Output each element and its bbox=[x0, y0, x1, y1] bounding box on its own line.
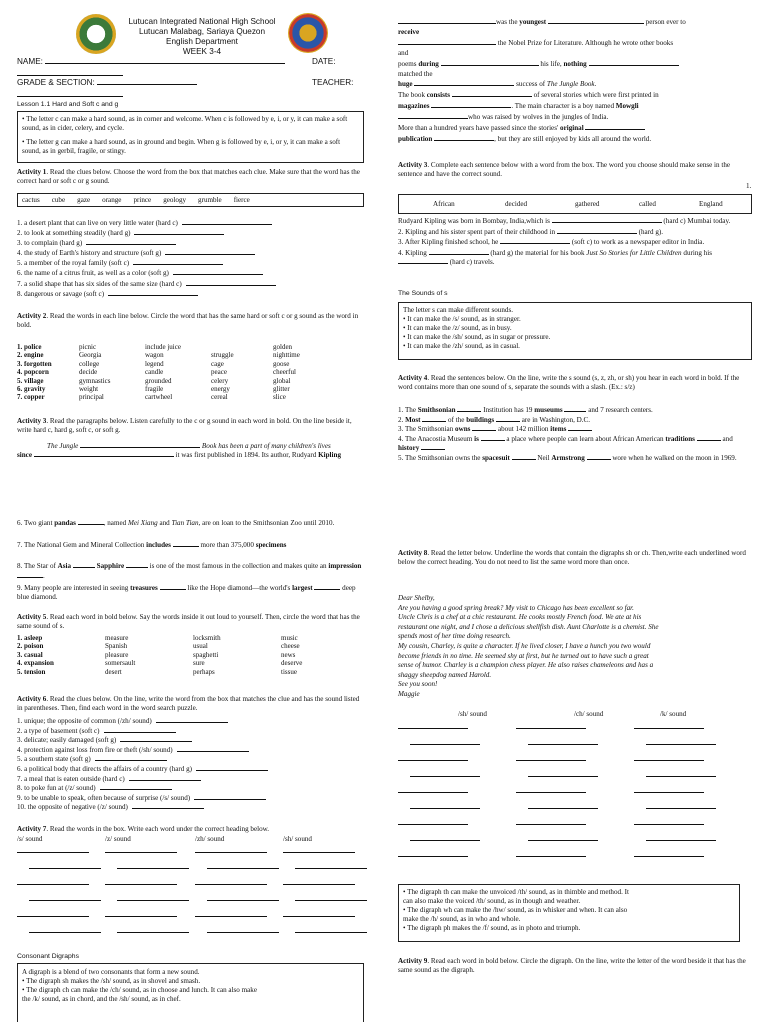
activity-1-item bbox=[17, 238, 365, 248]
activity-1-item bbox=[17, 228, 365, 238]
answer-line[interactable] bbox=[295, 932, 367, 933]
name-field[interactable]: NAME: bbox=[17, 57, 285, 66]
answer-line[interactable] bbox=[283, 884, 355, 885]
word-option[interactable]: news bbox=[281, 650, 296, 659]
answer-line[interactable] bbox=[186, 279, 276, 286]
answer-line[interactable] bbox=[117, 900, 189, 901]
activity-7-answer-lines[interactable] bbox=[17, 852, 367, 952]
word-option[interactable]: include juice bbox=[145, 343, 181, 351]
word-option: cube bbox=[51, 196, 66, 204]
answer-line[interactable] bbox=[398, 760, 468, 761]
answer-line[interactable] bbox=[646, 744, 716, 745]
sounds-of-s-title: The Sounds of s bbox=[398, 290, 448, 297]
school-name: Lutucan Integrated National High School bbox=[128, 17, 276, 26]
answer-line[interactable] bbox=[117, 932, 189, 933]
answer-line[interactable] bbox=[195, 916, 267, 917]
answer-line[interactable] bbox=[634, 760, 704, 761]
word-option[interactable]: weight bbox=[79, 385, 99, 394]
answer-line[interactable] bbox=[516, 856, 586, 857]
answer-line[interactable] bbox=[634, 824, 704, 825]
activity-6-instructions: Activity 6. Read the clues below. On the line, write the word from the box that matches the clue and has the sound listed in parentheses. Then, find each word in the word search puzzle. bbox=[17, 695, 360, 712]
activity-6-clue: 10. the opposite of negative (/z/ sound) bbox=[17, 803, 128, 812]
department-seal-right-icon bbox=[288, 13, 328, 53]
activity-1-clue: 3. to complain (hard g) bbox=[17, 239, 83, 248]
activity-6-item bbox=[17, 745, 365, 755]
activity-1-item bbox=[17, 218, 365, 228]
letter-line: Dear Shelby, bbox=[398, 594, 435, 602]
letter-line: See you soon! bbox=[398, 680, 438, 689]
word-option[interactable]: measure bbox=[105, 634, 129, 642]
answer-line[interactable] bbox=[100, 783, 172, 790]
week-label: WEEK 3-4 bbox=[182, 47, 222, 56]
answer-line[interactable] bbox=[516, 760, 586, 761]
answer-line[interactable] bbox=[17, 884, 89, 885]
answer-line[interactable] bbox=[410, 744, 480, 745]
consonant-digraphs-title: Consonant Digraphs bbox=[17, 953, 79, 960]
answer-line[interactable] bbox=[528, 808, 598, 809]
answer-line[interactable] bbox=[283, 852, 355, 853]
word-option[interactable]: celery bbox=[211, 376, 229, 385]
answer-line[interactable] bbox=[29, 868, 101, 869]
word-option: fierce bbox=[233, 196, 250, 204]
activity-6-clue: 4. protection against loss from fire or theft (/sh/ sound) bbox=[17, 745, 173, 754]
activity-1-clue: 6. the name of a citrus fruit, as well as a color (soft g) bbox=[17, 269, 169, 278]
word-option[interactable]: decide bbox=[79, 368, 98, 377]
department-name: English Department bbox=[166, 37, 238, 46]
word-option[interactable]: sure bbox=[193, 659, 205, 668]
answer-line[interactable] bbox=[528, 744, 598, 745]
letter-line: shaggy sheepdog named Harold. bbox=[398, 670, 492, 679]
activity-6-item bbox=[17, 764, 365, 774]
activity-4-item-6: 6. Two giant pandas , named Mei Xiang and Tian Tian, are on loan to the Smithsonian Zoo until 2010. bbox=[17, 519, 335, 527]
answer-line[interactable] bbox=[132, 802, 204, 809]
bold-word: 3. casual bbox=[17, 650, 43, 659]
column-heading: /zh/ sound bbox=[195, 835, 225, 843]
school-address: Lutucan Malabag, Sariaya Quezon bbox=[138, 27, 266, 36]
bold-word: 2. poison bbox=[17, 642, 44, 651]
activity-4-item-8: 8. The Star of Asia Sapphire is one of the most famous in the collection and makes quite an impression . bbox=[17, 562, 362, 580]
word-option[interactable]: perhaps bbox=[193, 667, 215, 676]
teacher-field[interactable]: TEACHER: bbox=[312, 78, 354, 87]
word-option[interactable]: nighttime bbox=[273, 351, 300, 360]
word-option[interactable]: cartwheel bbox=[145, 393, 173, 402]
activity-9-instructions: Activity 9. Read each word in bold below. Circle the digraph. On the line, write the letter of the word beside it that has the same sound as the digraph. bbox=[398, 957, 746, 974]
activity-3-paragraph-line2: since it was first published in 1894. Its author, Rudyard Kipling bbox=[17, 451, 341, 459]
word-option[interactable]: locksmith bbox=[193, 634, 221, 642]
word-option[interactable]: peace bbox=[211, 368, 227, 377]
activity-1-clue: 7. a solid shape that has six sides of the same size (hard c) bbox=[17, 279, 182, 288]
answer-line[interactable] bbox=[156, 716, 228, 723]
answer-line[interactable] bbox=[95, 754, 167, 761]
activity-6-item bbox=[17, 716, 365, 726]
activity-1-item bbox=[17, 268, 365, 278]
answer-line[interactable] bbox=[295, 868, 367, 869]
letter-line: Uncle Chris is a chef at a chic restaurant. He cooks mostly French food. We ate at his bbox=[398, 613, 642, 622]
word-option[interactable]: golden bbox=[273, 343, 293, 351]
answer-line[interactable] bbox=[516, 728, 586, 729]
answer-line[interactable] bbox=[207, 868, 279, 869]
answer-line[interactable] bbox=[398, 856, 468, 857]
activity-6-clue: 8. to poke fun at (/z/ sound) bbox=[17, 784, 96, 793]
rule-c: • The letter c can make a hard sound, as in corner and welcome. When c is followed by e, i, or y, it can make a soft sound, as in cider, celery, and cycle. bbox=[22, 115, 348, 132]
activity-7-headings bbox=[17, 835, 365, 847]
answer-line[interactable] bbox=[398, 824, 468, 825]
bold-word: 5. tension bbox=[17, 667, 46, 676]
date-field[interactable]: DATE: bbox=[312, 57, 336, 66]
word-option[interactable]: legend bbox=[145, 359, 164, 368]
word-option: gathered bbox=[575, 200, 600, 208]
answer-line[interactable] bbox=[196, 764, 268, 771]
activity-6-item bbox=[17, 793, 365, 803]
answer-line[interactable] bbox=[646, 840, 716, 841]
word-option[interactable]: gymnastics bbox=[79, 376, 111, 385]
answer-line[interactable] bbox=[207, 900, 279, 901]
answer-line[interactable] bbox=[165, 248, 255, 255]
column-heading: /k/ sound bbox=[660, 710, 687, 718]
bold-word: 1. asleep bbox=[17, 634, 43, 642]
activity-6-clue: 9. to be unable to speak, often because of surprise (/s/ sound) bbox=[17, 793, 191, 802]
activity-1-clue: 1. a desert plant that can live on very little water (hard c) bbox=[17, 219, 178, 227]
activity-6-item bbox=[17, 726, 365, 736]
word-option[interactable]: goose bbox=[273, 359, 290, 368]
answer-line[interactable] bbox=[195, 884, 267, 885]
activity-1-clue: 4. the study of Earth's history and structure (soft g) bbox=[17, 249, 162, 258]
word-option: geology bbox=[163, 196, 187, 204]
word-option[interactable]: glitter bbox=[273, 385, 290, 394]
activity-1-clue: 2. to look at something steadily (hard g) bbox=[17, 229, 131, 238]
answer-line[interactable] bbox=[410, 840, 480, 841]
word-option[interactable]: global bbox=[273, 376, 291, 385]
activity-4-instructions: Activity 4. Read the sentences below. On the line, write the s sound (s, z, zh, or sh) you hear in each word in bold. If the word contains more than one sound of s, separate the sounds with a slash. (Ex.: s/z) bbox=[398, 374, 740, 391]
word-option[interactable]: candle bbox=[145, 368, 164, 377]
answer-line[interactable] bbox=[29, 932, 101, 933]
answer-line[interactable] bbox=[104, 726, 176, 733]
word-option[interactable]: cheese bbox=[281, 642, 300, 651]
word-option[interactable]: spaghetti bbox=[193, 650, 219, 659]
word-option: decided bbox=[505, 200, 528, 208]
letter-line: restaurant one night, and I chose a delicious shellfish dish. Aunt Charlotte is a chemist. She bbox=[398, 622, 659, 631]
activity-5-instructions: Activity 5. Read each word in bold below. Say the words inside it out loud to yourself. Then, circle the word that has the same sound of s. bbox=[17, 613, 360, 630]
answer-line[interactable] bbox=[646, 808, 716, 809]
sounds-of-s-box: The letter s can make different sounds. • It can make the /s/ sound, as in stranger. • It can make the /z/ sound, as in busy. • It can make the /sh/ sound, as in sugar or pressure. • It can make the /zh/ sound, as in casual. bbox=[398, 302, 752, 360]
school-seal-left-icon bbox=[76, 14, 116, 54]
activity-3b-instructions: Activity 3. Complete each sentence below with a word from the box. The word you choose should make sense in the sentence and have the correct sound. bbox=[398, 161, 731, 178]
answer-line[interactable] bbox=[528, 776, 598, 777]
word-option[interactable]: usual bbox=[193, 642, 208, 651]
activity-7-instructions: Activity 7. Read the words in the box. Write each word under the correct heading below. bbox=[17, 825, 270, 833]
answer-line[interactable] bbox=[410, 808, 480, 809]
activity-6-item bbox=[17, 774, 365, 784]
answer-line[interactable] bbox=[86, 238, 176, 245]
answer-line[interactable] bbox=[207, 932, 279, 933]
bold-word: 1. police bbox=[17, 343, 42, 351]
digraph-th-wh-ph-box: • The digraph th can make the unvoiced /th/ sound, as in thimble and method. It can also make the voiced /th/ sound, as in though and weather. • The digraph wh can make the /hw/ sound, as in whisker and when. It can also make the /h/ sound, as in who and whole. • The digraph ph makes the /f/ sound, as in photo and triumph. bbox=[398, 884, 740, 942]
answer-line[interactable] bbox=[29, 900, 101, 901]
word-option[interactable]: picnic bbox=[79, 343, 97, 351]
word-option[interactable]: fragile bbox=[145, 385, 164, 394]
activity-3b-word-box bbox=[398, 194, 752, 214]
answer-line[interactable] bbox=[129, 774, 201, 781]
answer-line[interactable] bbox=[105, 884, 177, 885]
activity-6-clue: 6. a political body that directs the affairs of a country (hard g) bbox=[17, 764, 192, 773]
grade-section-field[interactable]: GRADE & SECTION: bbox=[17, 78, 197, 87]
letter-line: Maggie bbox=[398, 689, 420, 698]
answer-line[interactable] bbox=[398, 792, 468, 793]
column-heading: /sh/ sound bbox=[283, 835, 312, 843]
word-option[interactable]: Georgia bbox=[79, 351, 102, 360]
word-option[interactable]: grounded bbox=[145, 376, 172, 385]
activity-3-instructions: Activity 3. Read the paragraphs below. Listen carefully to the c or g sound in each word in bold. On the line beside it, write hard c, hard g, soft c, or soft g. bbox=[17, 417, 352, 434]
word-option[interactable]: cheerful bbox=[273, 368, 296, 377]
word-option: orange bbox=[102, 196, 122, 204]
answer-line[interactable] bbox=[17, 852, 89, 853]
word-option[interactable]: pleasure bbox=[105, 650, 129, 659]
answer-line[interactable] bbox=[133, 258, 223, 265]
word-option[interactable]: tissue bbox=[281, 667, 297, 676]
answer-line[interactable] bbox=[410, 776, 480, 777]
activity-1-item bbox=[17, 279, 365, 289]
word-option: called bbox=[639, 200, 656, 208]
answer-line[interactable] bbox=[634, 856, 704, 857]
word-option[interactable]: desert bbox=[105, 667, 122, 676]
bold-word: 6. gravity bbox=[17, 385, 46, 394]
word-option[interactable]: energy bbox=[211, 385, 230, 394]
activity-8-answer-lines[interactable] bbox=[398, 728, 750, 878]
answer-line[interactable] bbox=[182, 218, 272, 225]
activity-8-letter bbox=[398, 594, 750, 700]
activity-6-clue: 7. a meal that is eaten outside (hard c) bbox=[17, 774, 125, 783]
word-option[interactable]: cage bbox=[211, 359, 224, 368]
answer-line[interactable] bbox=[634, 792, 704, 793]
activity-1-word-box bbox=[17, 193, 364, 207]
answer-line[interactable] bbox=[195, 852, 267, 853]
letter-line: sense of humor. Charley is a champion chess player. He also raises chameleons and has a bbox=[398, 661, 654, 670]
activity-1-item bbox=[17, 289, 365, 299]
word-option[interactable]: somersault bbox=[105, 659, 136, 668]
activity-6-item bbox=[17, 802, 365, 812]
activity-1-clue: 5. a member of the royal family (soft c) bbox=[17, 259, 130, 268]
bold-word: 3. forgotten bbox=[17, 359, 52, 368]
word-option: England bbox=[699, 200, 723, 208]
answer-line[interactable] bbox=[177, 745, 249, 752]
answer-line[interactable] bbox=[528, 840, 598, 841]
activity-8-instructions: Activity 8. Read the letter below. Underline the words that contain the digraphs sh or ch. Then,write each underlined word below the correct heading. You do not need to list the same word more than once. bbox=[398, 549, 746, 566]
bold-word: 5. village bbox=[17, 376, 44, 385]
answer-line[interactable] bbox=[105, 916, 177, 917]
lesson-title: Lesson 1.1 Hard and Soft c and g bbox=[17, 101, 119, 108]
word-option: prince bbox=[133, 196, 152, 204]
school-header bbox=[118, 17, 286, 57]
answer-line[interactable] bbox=[17, 916, 89, 917]
answer-line[interactable] bbox=[283, 916, 355, 917]
answer-line[interactable] bbox=[117, 868, 189, 869]
activity-1-clue: 8. dangerous or savage (soft c) bbox=[17, 289, 105, 298]
answer-line[interactable] bbox=[634, 728, 704, 729]
activity-5-table bbox=[17, 634, 365, 676]
activity-1-item bbox=[17, 248, 365, 258]
column-heading: /z/ sound bbox=[105, 835, 131, 843]
answer-line[interactable] bbox=[516, 824, 586, 825]
letter-line: Are you having a good spring break? My visit to Chicago has been excellent so far. bbox=[398, 603, 634, 612]
activity-3b-items: Rudyard Kipling was born in Bombay, India,which is (hard c) Mumbai today. 2. Kipling and his sister spent part of their childhood in (hard g). 3. After Kipling finished school, he (soft c) to work as a newspaper editor in India. 4. Kipling (hard g) the material for his book Just So Stories for Little Children during his (hard c) travels. bbox=[398, 217, 731, 267]
bold-word: 2. engine bbox=[17, 351, 44, 360]
answer-line[interactable] bbox=[134, 228, 224, 235]
activity-6-item bbox=[17, 754, 365, 764]
bold-word: 7. copper bbox=[17, 393, 45, 402]
rules-box-c-g bbox=[17, 111, 364, 163]
activity-6-clue: 1. unique; the opposite of common (/zh/ sound) bbox=[17, 717, 152, 725]
activity-4-items: 1. The Smithsonian Institution has 19 museums and 7 research centers. 2. Most of the buildings are in Washington, D.C. 3. The Smithsonian owns about 142 million items 4. The Anacostia Museum is a place where people can learn about African American traditions and history 5. The Smithsonian owns the spacesuit Neil Armstrong wore when he walked on the moon in 1969. bbox=[398, 406, 737, 462]
activity-3b-number: 1. bbox=[746, 182, 752, 190]
word-option: African bbox=[433, 200, 455, 208]
word-option[interactable] bbox=[211, 343, 273, 351]
activity-2-table bbox=[17, 343, 337, 402]
answer-line[interactable] bbox=[108, 289, 198, 296]
activity-6-clue: 2. a type of basement (soft c) bbox=[17, 726, 100, 735]
activity-4-item-7: 7. The National Gem and Mineral Collection includes more than 375,000 specimens bbox=[17, 541, 287, 549]
activity-1-items bbox=[17, 218, 365, 299]
column-heading: /sh/ sound bbox=[458, 710, 487, 718]
answer-line[interactable] bbox=[105, 852, 177, 853]
activity-8-headings bbox=[398, 710, 750, 720]
bold-word: 4. expansion bbox=[17, 659, 54, 668]
word-option[interactable]: slice bbox=[273, 393, 286, 402]
word-option: grumble bbox=[198, 196, 222, 204]
activity-1-word-list bbox=[22, 196, 262, 205]
column-heading: /ch/ sound bbox=[574, 710, 604, 718]
word-option[interactable]: struggle bbox=[211, 351, 234, 360]
answer-line[interactable] bbox=[120, 735, 192, 742]
letter-line: become friends in no time. He seemed shy at first, but he turned out to have such a great bbox=[398, 651, 649, 660]
activity-2-instructions: Activity 2. Read the words in each line below. Circle the word that has the same hard or soft c or g sound as the word in bold. bbox=[17, 312, 359, 329]
activity-3-paragraph-line1: The Jungle Book has been a part of many children's lives bbox=[47, 442, 331, 450]
column-heading: /s/ sound bbox=[17, 835, 43, 843]
word-option[interactable]: deserve bbox=[281, 659, 303, 668]
rule-g: • The letter g can make a hard sound, as in ground and begin. When g is followed by e, i, or y, it can make a soft sound, as in gerbil, fragile, or stingy. bbox=[22, 138, 341, 155]
activity-6-clue: 5. a southern state (soft g) bbox=[17, 755, 91, 764]
consonant-digraphs-box: A digraph is a blend of two consonants that form a new sound. • The digraph sh makes the /sh/ sound, as in shovel and smash. • The digraph ch can make the /ch/ sound, as in choose and lunch. It can also make the /k/ sound, as in chord, and the /sh/ sound, as in chef. bbox=[17, 963, 364, 1022]
activity-6-item bbox=[17, 783, 365, 793]
activity-4-item-9: 9. Many people are interested in seeing treasures like the Hope diamond—the world's largest deep blue diamond. bbox=[17, 584, 356, 601]
word-option: gaze bbox=[77, 196, 91, 204]
activity-6-item bbox=[17, 735, 365, 745]
word-option[interactable]: wagon bbox=[145, 351, 164, 360]
letter-line: My cousin, Charley, is quite a character. If he lived closer, I have a hunch you two would bbox=[398, 641, 651, 650]
word-option[interactable]: music bbox=[281, 634, 298, 642]
answer-line[interactable] bbox=[295, 900, 367, 901]
answer-line[interactable] bbox=[646, 776, 716, 777]
answer-line[interactable] bbox=[194, 793, 266, 800]
answer-line[interactable] bbox=[173, 268, 263, 275]
activity-6-clue: 3. delicate; easily damaged (soft g) bbox=[17, 736, 117, 745]
activity-1-item bbox=[17, 258, 365, 268]
word-option: cactus bbox=[22, 196, 40, 204]
word-option[interactable]: principal bbox=[79, 393, 104, 402]
activity-1-instructions: Activity 1. Read the clues below. Choose the word from the box that matches each clue. Make sure that the word has the correct hard or soft c or g sound. bbox=[17, 168, 360, 185]
bold-word: 4. popcorn bbox=[17, 368, 49, 377]
activity-3-paragraph-right: was the youngest person ever to receive the Nobel Prize for Literature. Although he wrote other books and poems during his life, nothing matched the huge success of The Jungle Book. The book consists of several stories which were first printed in magazines . The main character is a boy named Mowgli who was raised by wolves in the jungles of India. More than a hundred years have passed since the stories' original publication , but they are still enjoyed by kids all around the world. bbox=[398, 18, 686, 143]
letter-line: spends most of her time doing research. bbox=[398, 632, 511, 641]
answer-line[interactable] bbox=[398, 728, 468, 729]
word-option[interactable]: Spanish bbox=[105, 642, 128, 651]
answer-line[interactable] bbox=[516, 792, 586, 793]
word-option[interactable]: college bbox=[79, 359, 100, 368]
activity-6-items bbox=[17, 716, 365, 812]
word-option[interactable]: cereal bbox=[211, 393, 228, 402]
